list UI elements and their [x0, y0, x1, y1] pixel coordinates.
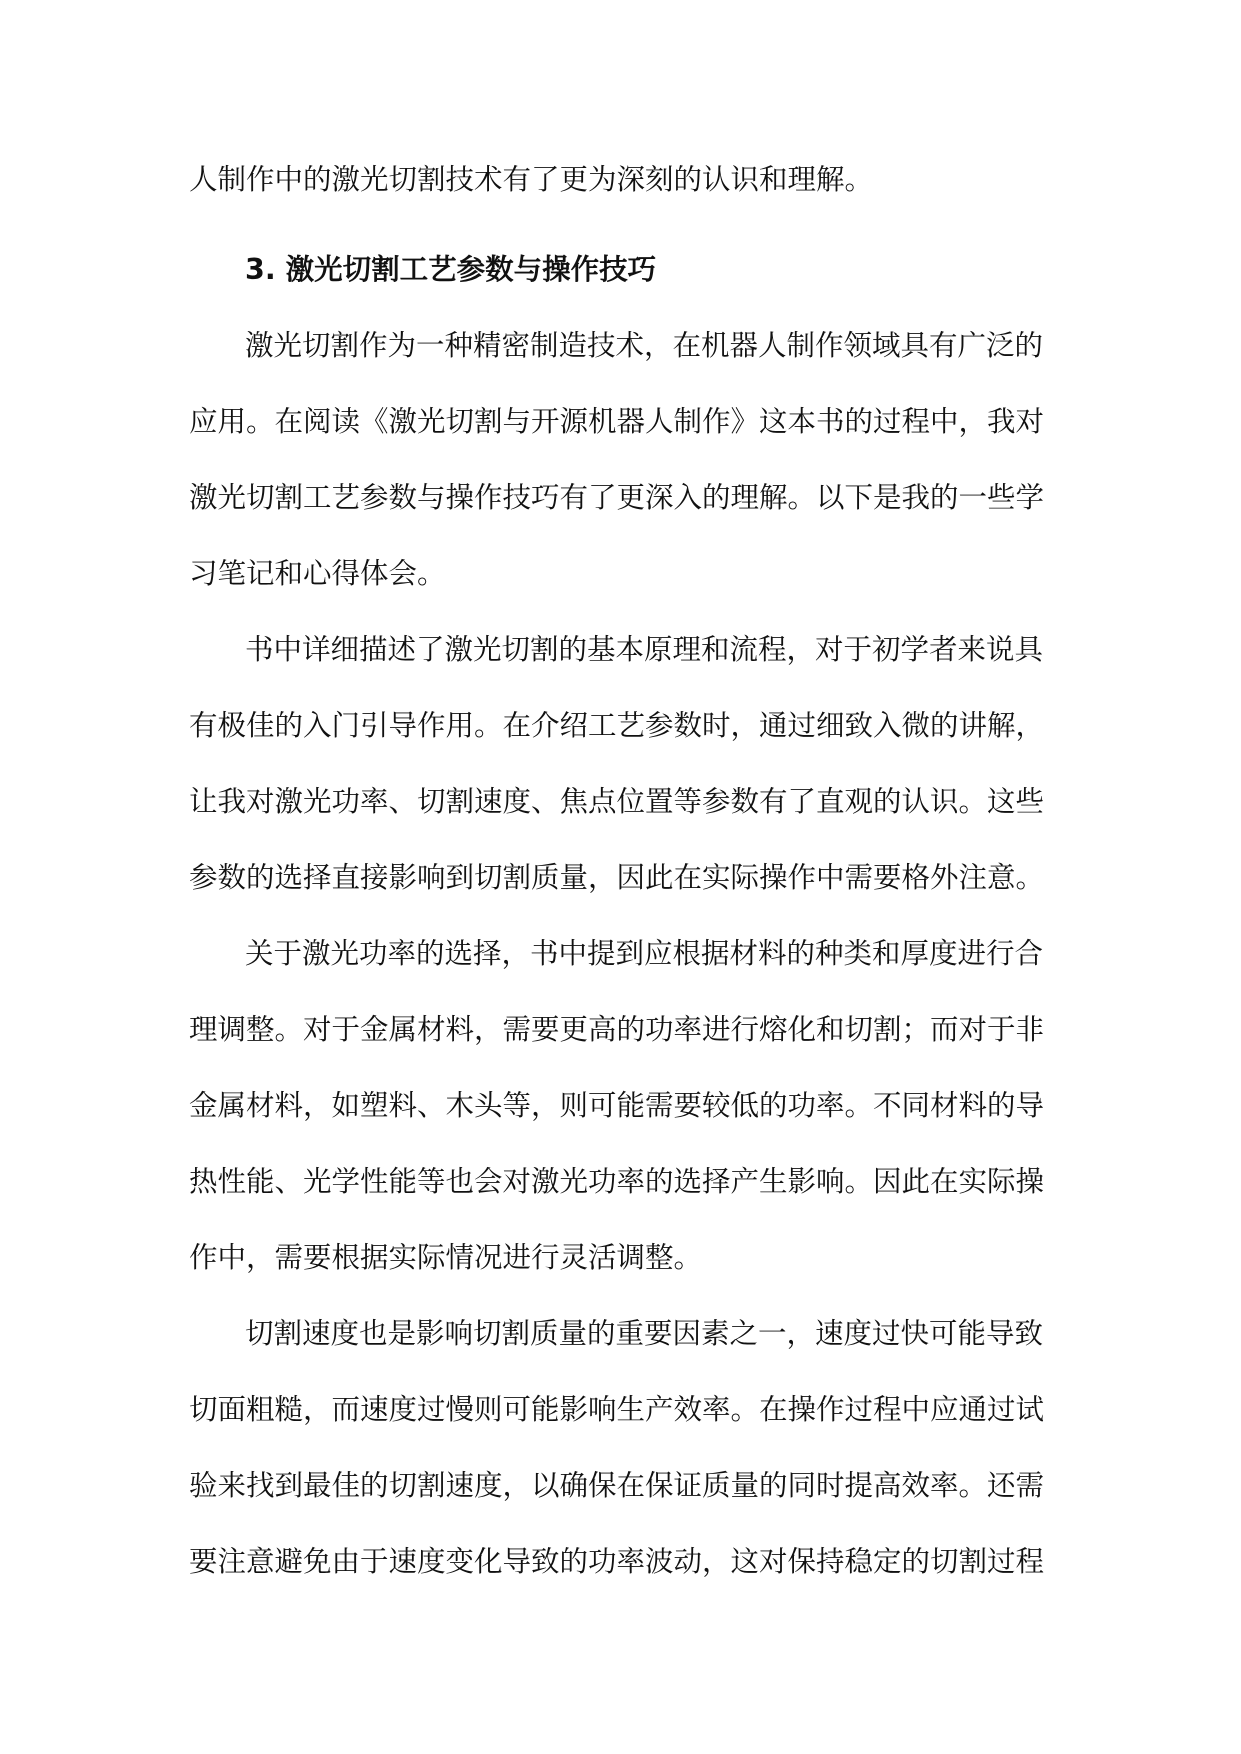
text-line: 作中，需要根据实际情况进行灵活调整。 — [189, 1241, 703, 1274]
text-line: 切割速度也是影响切割质量的重要因素之一，速度过快可能导致 — [245, 1317, 1044, 1350]
section-heading: 3. 激光切割工艺参数与操作技巧 — [245, 253, 657, 286]
document-body — [189, 142, 1049, 1600]
text-line: 切面粗糙，而速度过慢则可能影响生产效率。在操作过程中应通过试 — [189, 1393, 1045, 1426]
text-line: 关于激光功率的选择，书中提到应根据材料的种类和厚度进行合 — [245, 937, 1044, 970]
text-line: 激光切割作为一种精密制造技术，在机器人制作领域具有广泛的 — [245, 329, 1044, 362]
text-line: 参数的选择直接影响到切割质量，因此在实际操作中需要格外注意。 — [189, 861, 1045, 894]
text-line: 验来找到最佳的切割速度，以确保在保证质量的同时提高效率。还需 — [189, 1469, 1045, 1502]
text-line: 习笔记和心得体会。 — [189, 557, 446, 590]
text-line: 理调整。对于金属材料，需要更高的功率进行熔化和切割；而对于非 — [189, 1013, 1045, 1046]
text-line: 应用。在阅读《激光切割与开源机器人制作》这本书的过程中，我对 — [189, 405, 1045, 438]
text-line: 激光切割工艺参数与操作技巧有了更深入的理解。以下是我的一些学 — [189, 481, 1045, 514]
text-line: 金属材料，如塑料、木头等，则可能需要较低的功率。不同材料的导 — [189, 1089, 1045, 1122]
text-line: 书中详细描述了激光切割的基本原理和流程，对于初学者来说具 — [245, 633, 1044, 666]
text-line: 让我对激光功率、切割速度、焦点位置等参数有了直观的认识。这些 — [189, 785, 1045, 818]
text-line: 热性能、光学性能等也会对激光功率的选择产生影响。因此在实际操 — [189, 1165, 1045, 1198]
text-line: 人制作中的激光切割技术有了更为深刻的认识和理解。 — [189, 163, 874, 196]
text-line: 要注意避免由于速度变化导致的功率波动，这对保持稳定的切割过程 — [189, 1545, 1045, 1578]
text-line: 有极佳的入门引导作用。在介绍工艺参数时，通过细致入微的讲解， — [189, 709, 1045, 742]
